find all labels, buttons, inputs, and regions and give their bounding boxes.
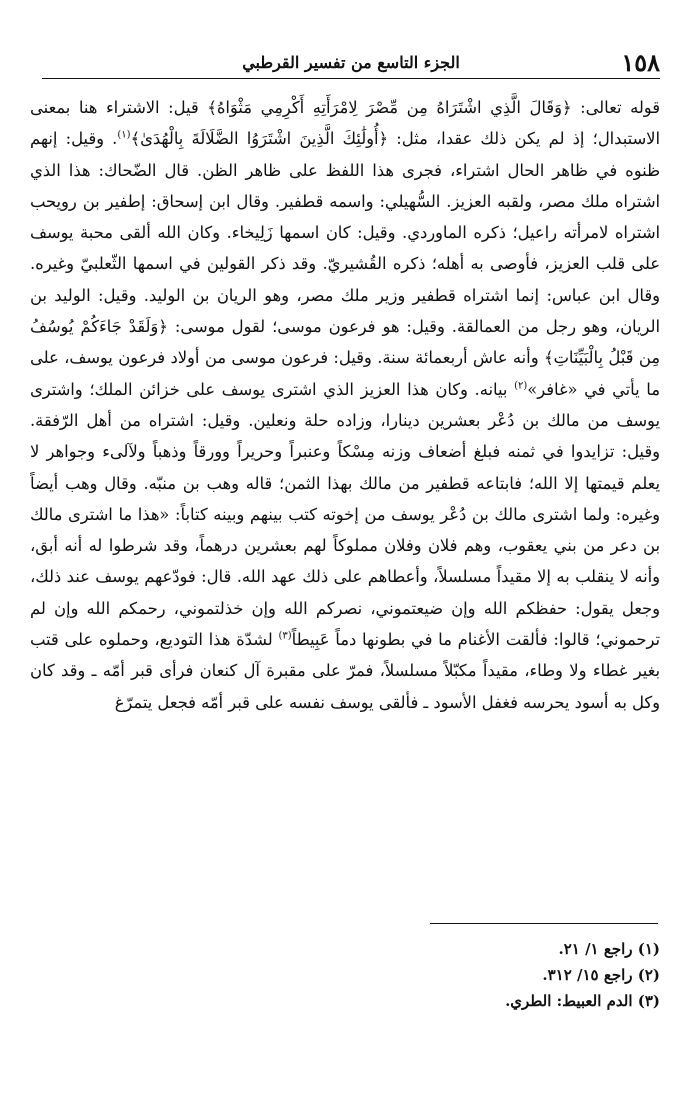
running-title: الجزء التاسع من تفسير القرطبي <box>242 53 460 72</box>
body-text <box>30 92 660 718</box>
page-number: ١٥٨ <box>621 48 660 77</box>
body-paragraph: قوله تعالى: ﴿وَقَالَ الَّذِي اشْتَرَاهُ مِن مِّصْرَ لِامْرَأَتِهِ أَكْرِمِي مَثْوَاهُ﴾ قيل: الاشتراء هنا بمعنى الاستبدال؛ إذ لم يكن ذلك عقدا، مثل: ﴿أُولَٰئِكَ الَّذِينَ اشْتَرَوُا الضَّلَالَةَ بِالْهُدَىٰ﴾$^{(١)}$. وقيل: إنهم ظنوه في ظاهر الحال اشتراء، فجرى هذا اللفظ على ظاهر الظن. قال الضّحاك: هذا الذي اشتراه ملك مصر، ولقبه العزيز. السُّهيلي: واسمه قطفير. وقال ابن إسحاق: إطفير بن رويحب اشتراه لامرأته راعيل؛ ذكره الماوردي. وقيل: كان اسمها زَلِيخاء. وكان الله ألقى محبة يوسف على قلب العزيز، فأوصى به أهله؛ ذكره القُشيريّ. وقد ذكر القولين في اسمها الثّعلبيّ وغيره. وقال ابن عباس: إنما اشتراه قطفير وزير ملك مصر، وهو الريان بن الوليد. وقيل: الوليد بن الريان، وهو رجل من العمالقة. وقيل: هو فرعون موسى؛ لقول موسى: ﴿وَلَقَدْ جَاءَكُمْ يُوسُفُ مِن قَبْلُ بِالْبَيِّنَاتِ﴾ وأنه عاش أربعمائة سنة. وقيل: فرعون موسى من أولاد فرعون يوسف، على ما يأتي في «غافر»$^{(٢)}$ بيانه. وكان هذا العزيز الذي اشترى يوسف على خزائن الملك؛ واشترى يوسف من مالك بن دُعْر بعشرين دينارا، وزاده حلة ونعلين. وقيل: اشتراه من أهل الرّفقة. وقيل: تزايدوا في ثمنه فبلغ أضعاف وزنه مِسْكاً وعنبراً وحريراً وورقاً وذهباً ولآلىء وجواهر لا يعلم قيمتها إلا الله؛ فابتاعه قطفير من مالك بهذا الثمن؛ قاله وهب بن منبّه. وقال وهب أيضاً وغيره: ولما اشترى مالك بن دُعْر يوسف من إخوته كتب بينهم وبينه كتاباً: «هذا ما اشترى مالك بن دعر من بني يعقوب، وهم فلان وفلان مملوكاً لهم بعشرين درهماً، وقد شرطوا له أنه أبق، وأنه لا ينقلب به إلا مقيداً مسلسلاً، وأعطاهم على ذلك عهد الله. قال: فودّعهم يوسف عند ذلك، وجعل يقول: حفظكم الله وإن ضيعتموني، نصركم الله وإن خذلتموني، رحمكم الله وإن لم ترحموني؛ قالوا: فألقت الأغنام ما في بطونها دماً عَبِيطاً$^{(٣)}$ لشدّة هذا التوديع، وحملوه على قتب بغير غطاء ولا وطاء، مقيداً مكبّلاً مسلسلاً، فمرّ على مقبرة آل كنعان فرأى قبر أمّه ـ وقد كان وكل به أسود يحرسه فغفل الأسود ـ فألقى يوسف نفسه على قبر أمّه فجعل يتمرّغ <box>30 98 660 712</box>
footnote-2: (٢) راجع ١٥/ ٣١٢. <box>542 966 660 984</box>
footnotes <box>300 936 660 1014</box>
footnote-divider <box>430 923 658 924</box>
footnote-ref-2: (٢) <box>514 380 528 392</box>
footnote-3: (٣) الدم العبيط: الطري. <box>505 992 660 1010</box>
footnote-1: (١) راجع ١/ ٢١. <box>558 940 660 958</box>
footnote-ref-1: (١) <box>117 129 131 141</box>
page-header <box>42 48 660 79</box>
footnote-ref-3: (٣) <box>278 630 292 642</box>
